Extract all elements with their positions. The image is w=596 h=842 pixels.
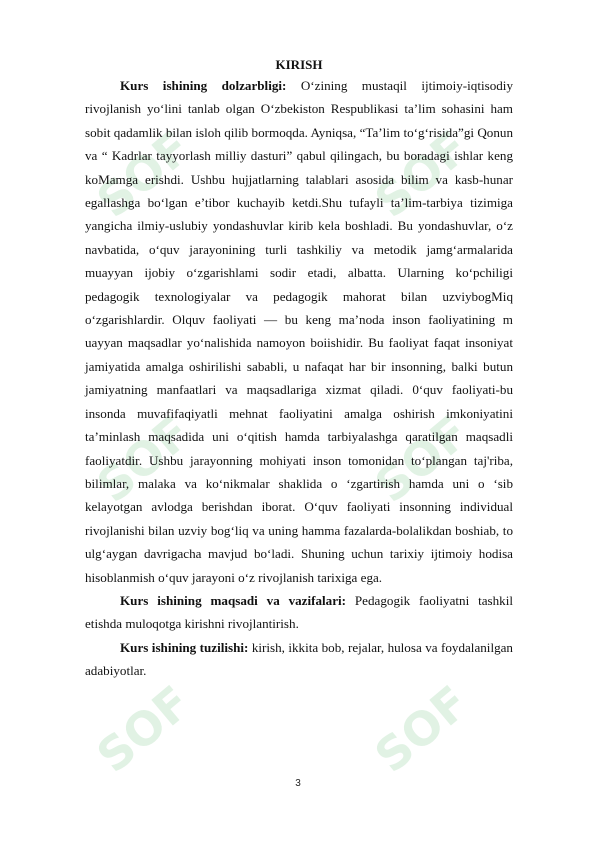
- paragraph-structure: [85, 636, 513, 683]
- page-number: 3: [295, 778, 301, 789]
- paragraph-goals: [85, 589, 513, 636]
- paragraph-heading: Kurs ishining dolzarbligi:: [120, 78, 287, 93]
- document-body: [85, 56, 513, 683]
- paragraph-text: Pedagogik faoliyatni tashkil etishda muloqotga kirishni rivojlantirish.: [85, 592, 513, 632]
- page-title: KIRISH: [275, 57, 323, 72]
- watermark-text: SOF: [364, 675, 479, 784]
- paragraph-heading: Kurs ishining tuzilishi:: [120, 639, 249, 655]
- paragraph-text: O‘zining mustaqil ijtimoiy-iqtisodiy rivojlanish yo‘lini tanlab olgan O‘zbekiston Respublikasi ta’lim sohasini ham sobit qadamlik bilan isloh qilib bormoqda. Ayniqsa, “Ta’lim to‘g‘risida”gi Qonun va “ Kadrlar tayyorlash milliy dasturi” qabul qilingach, bu boradagi ishlar keng koMamga erishdi. Ushbu hujjatlarning talablari asosida bilim va kasb-hunar egallashga bo‘lgan e’tibor kuchayib ketdi.Shu tufayli ta’lim-tarbiya tizimiga yangicha ilmiy-uslubiy yondashuvlar kirib kela boshladi. Bu yondashuvlar, o‘z navbatida, o‘quv jarayonining turli tashkiliy va metodik jamg‘armalarida muayyan ijobiy o‘zgarishlami sodir etadi, albatta. Ularning ko‘pchiligi pedagogik texnologiyalar va pedagogik mahorat bilan uzviybogMiq o‘zgarishlardir. Olquv faoliyati — bu keng ma’noda inson faoliyatining m uayyan maqsadlar yo‘nalishida namoyon boiishidir. Bu faoliyat faqat insoniyat jamiyatida amalga oshirilishi sababli, u nafaqat har bir insonning, balki butun jamiyatning manfaatlari va maqsadlariga xizmat qiladi. 0‘quv faoliyati-bu insonda muvafifaqiyatli mehnat faoliyatini amalga oshirish imkoniyatini ta’minlash maqsadida uni o‘qitish hamda tarbiyalashga qaratilgan maqsadli faoliyatdir. Ushbu jarayonning mohiyati inson tomonidan to‘plangan taj'riba, bilimlar, malaka va ko‘nikmalar shaklida o ‘zgartirish hamda uni o ‘sib kelayotgan avlodga berishdan iborat. O‘quv faoliyati insonning individual rivojlanishi bilan uzviy bog‘liq va uning hamma fazalarda-bolalikdan boshiab, to ulg‘aygan davrigacha mavjud bo‘ladi. Shuning uchun tarixiy ijtimoiy hodisa hisoblanmish o‘quv jarayoni o‘z rivojlanish tarixiga ega.: [85, 78, 513, 585]
- watermark-text: SOF: [86, 120, 201, 229]
- paragraph-text: kirish, ikkita bob, rejalar, hulosa va foydalanilgan adabiyotlar.: [85, 639, 513, 679]
- watermark-text: SOF: [86, 675, 201, 784]
- paragraph-relevance: [85, 74, 513, 589]
- watermark-text: SOF: [364, 405, 479, 514]
- watermark-text: SOF: [364, 120, 479, 229]
- watermark-text: SOF: [86, 405, 201, 514]
- paragraph-heading: Kurs ishining maqsadi va vazifalari:: [120, 592, 347, 608]
